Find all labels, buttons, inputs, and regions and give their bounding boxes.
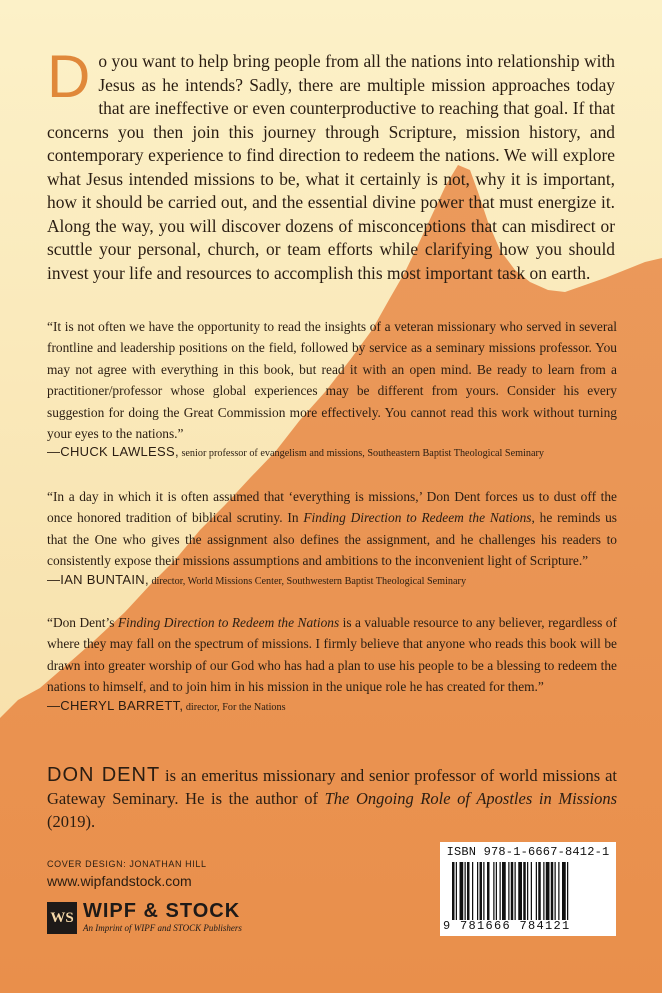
author-name: DON DENT [47, 764, 161, 786]
barcode-icon [452, 862, 612, 920]
endorser-name: —IAN BUNTAIN, [47, 571, 149, 587]
drop-cap: D [47, 43, 91, 110]
author-bio: DON DENT is an emeritus missionary and senior professor of world missions at Gateway Seminary. He is the author of The Ongoing Role of Apostles in Missions (2019). [47, 764, 617, 831]
barcode-bar [515, 862, 516, 920]
ws-logo-icon: WS [47, 902, 77, 934]
book-title: Finding Direction to Redeem the Nations [303, 510, 532, 526]
barcode-bar [543, 862, 544, 920]
barcode-bar [508, 862, 509, 920]
barcode-bar [518, 862, 522, 920]
barcode-bar [487, 862, 490, 920]
barcode-bar [477, 862, 478, 920]
barcode-bar [460, 862, 464, 920]
barcode-bar [536, 862, 537, 920]
publisher-logo [47, 902, 287, 938]
barcode-bar [551, 862, 554, 920]
endorser-name: —CHERYL BARRETT, [47, 697, 184, 713]
barcode-bar [546, 862, 550, 920]
barcode-bar [511, 862, 514, 920]
barcode-bar [500, 862, 501, 920]
endorsement-barrett [47, 612, 617, 716]
credits [47, 859, 207, 889]
isbn-label: ISBN 978-1-6667-8412-1 [446, 845, 610, 859]
cover-design-credit: COVER DESIGN: JONATHAN HILL [47, 859, 207, 869]
endorser-title: senior professor of evangelism and missions, Southeastern Baptist Theological Seminary [181, 448, 544, 460]
barcode-bar [502, 862, 506, 920]
barcode-bar [558, 862, 559, 920]
endorsement-attribution [47, 698, 617, 716]
barcode-bar [480, 862, 483, 920]
endorsement-text: “Don Dent’s Finding Direction to Redeem the Nations is a valuable resource to any believer, regardless of where they may fall on the spectrum of missions. I firmly believe that anyone who reads this book will be drawn into greater worship of our God who has had a plan to use his people to be a blessing to redeem the nations to himself, and to join him in his mission in the unique role he has created for them.” [47, 615, 617, 695]
publisher-name: WIPF & STOCK [83, 900, 241, 922]
barcode-bar [531, 862, 532, 920]
endorser-name: —CHUCK LAWLESS, [47, 444, 179, 460]
barcode-bar [483, 862, 484, 920]
barcode-bar [496, 862, 497, 920]
endorser-title: director, For the Nations [185, 701, 286, 713]
barcode-bar [538, 862, 541, 920]
isbn-digits: 9 781666 784121 [443, 919, 571, 933]
endorsement-attribution [47, 444, 617, 462]
barcode-bar [555, 862, 556, 920]
endorser-title: director, World Missions Center, Southwestern Baptist Theological Seminary [151, 575, 467, 587]
endorsement-lawless [47, 316, 617, 462]
barcode-bar [493, 862, 494, 920]
book-title: Finding Direction to Redeem the Nations [117, 615, 340, 630]
isbn-barcode [440, 842, 616, 936]
book-description [47, 43, 615, 285]
barcode-bar [527, 862, 528, 920]
barcode-bar [465, 862, 466, 920]
publisher-website[interactable]: www.wipfandstock.com [47, 873, 192, 889]
endorsement-text: “It is not often we have the opportunity to read the insights of a veteran missionary who served in several frontline and leadership positions on the field, followed by service as a seminary missions professor. You may not agree with everything in this book, but read it with an open mind. Be ready to learn from a practitioner/professor whose global experiences may be different from yours. Consider his every suggestion for doing the Great Commission more effectively. You cannot read this work without turning your eyes to the nations.” [47, 319, 617, 442]
barcode-bar [467, 862, 470, 920]
publisher-tagline: An Imprint of WIPF and STOCK Publishers [83, 923, 242, 933]
endorsement-text: “In a day in which it is often assumed that ‘everything is missions,’ Don Dent forces us to dust off the once honored tradition of biblical scrutiny. In Finding Direction to Redeem the Nations, he reminds us that the One who gives the assignment also defines the assignment, and he challenges his readers to consistently expose their missions assumptions and ambitions to the inconvenient light of Scripture.” [47, 489, 618, 569]
endorsement-attribution [47, 572, 617, 590]
barcode-bar [523, 862, 526, 920]
endorsement-buntain [47, 486, 617, 590]
barcode-bar [472, 862, 473, 920]
previous-book-title: The Ongoing Role of Apostles in Missions [324, 789, 617, 808]
barcode-bar [452, 862, 455, 920]
description-text: o you want to help bring people from all the nations into relationship with Jesus as he intends? Sadly, there are multiple mission approaches today that are ineffective or even counterproductive to reaching that goal. If that concerns you then join this journey through Scripture, mission history, and contemporary experience to find direction to redeem the nations. We will explore what Jesus intended missions to be, what it certainly is not, why it is important, how it should be carried out, and the essential divine power that must energize it. Along the way, you will discover dozens of misconceptions that can misdirect or scuttle your personal, church, or team efforts while clarifying how you should invest your life and resources to accomplish this most important task on earth. [47, 51, 615, 283]
barcode-bar [567, 862, 568, 920]
barcode-bar [456, 862, 457, 920]
barcode-bar [562, 862, 566, 920]
